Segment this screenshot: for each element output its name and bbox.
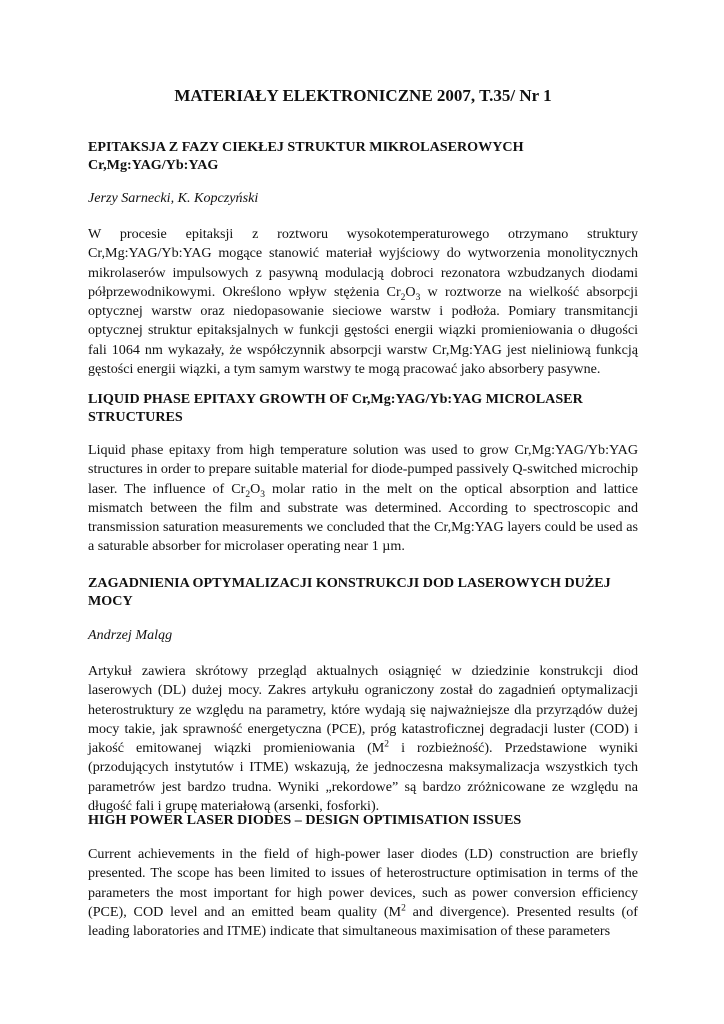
journal-header: MATERIAŁY ELEKTRONICZNE 2007, T.35/ Nr 1 (174, 86, 552, 105)
article1-abstract-pl: W procesie epitaksji z roztworu wysokotemperaturowego otrzymano struktury Cr,Mg:YAG/Yb:YAG mogące stanowić materiał wyjściowy do wytworzenia monolitycznych mikrolaserów impulsowych z pasywną modulacją dobroci rezonatora wzbudzanych diodami półprzewodnikowymi. Określono wpływ stężenia $Cr_2O_3$ w roztworze na wielkość absorpcji optycznej warstw oraz niedopasowanie sieciowe warstw i podłoża. Pomiary transmitancji optycznej struktur epitaksjalnych w funkcji gęstości energii wiązki promieniowania o długości fali 1064 nm wykazały, że współczynnik absorpcji warstw Cr,Mg:YAG jest nieliniową funkcją gęstości energii wiązki, a tym samym warstwy te mogą pracować jako absorbery pasywne. (88, 226, 638, 378)
article1-abstract-en: Liquid phase epitaxy from high temperature solution was used to grow Cr,Mg:YAG/Yb:YAG structures in order to prepare suitable material for diode-pumped passively Q-switched microchip laser. The influence of $Cr_2O_3$ molar ratio in the melt on the optical absorption and lattice mismatch between the film and substrate was determined. According to spectroscopic and transmission saturation measurements we concluded that the Cr,Mg:YAG layers could be used as a saturable absorber for microlaser operating near 1 µm. (88, 442, 638, 555)
article1-title-en: LIQUID PHASE EPITAXY GROWTH OF Cr,Mg:YAG/Yb:YAG MICROLASER STRUCTURES (88, 391, 583, 425)
article2-abstract-en: Current achievements in the field of high-power laser diodes (LD) construction are briefly presented. The scope has been limited to issues of heterostructure optimisation in terms of the parameters the most important for high power devices, such as power conversion efficiency (PCE), COD level and an emitted beam quality ($M^2$ and divergence). Presented results (of leading laboratories and ITME) indicate that simultaneous maximisation of these parameters (88, 846, 638, 940)
article2-title-en: HIGH POWER LASER DIODES – DESIGN OPTIMISATION ISSUES (88, 812, 522, 828)
article2-abstract-pl: Artykuł zawiera skrótowy przegląd aktualnych osiągnięć w dziedzinie konstrukcji diod laserowych (DL) dużej mocy. Zakres artykułu ograniczony został do zagadnień optymalizacji heterostruktury ze względu na parametry, które wydają się najważniejsze dla przyrządów dużej mocy takie, jak sprawność energetyczna (PCE), próg katastroficznej degradacji luster (COD) i jakość emitowanej wiązki promieniowania ($M^2$ i rozbieżność). Przedstawione wyniki (przodujących instytutów i ITME) wskazują, że jednoczesna maksymalizacja wszystkich tych parametrów jest bardzo trudna. Wyniki „rekordowe” są bardzo zróżnicowane ze względu na długość fali i grupę materiałową (arsenki, fosforki). (88, 663, 638, 815)
article2-title-pl: ZAGADNIENIA OPTYMALIZACJI KONSTRUKCJI DOD LASEROWYCH DUŻEJ MOCY (88, 575, 611, 609)
article1-title-pl: EPITAKSJA Z FAZY CIEKŁEJ STRUKTUR MIKROLASEROWYCH Cr,Mg:YAG/Yb:YAG (88, 139, 524, 173)
article1-authors: Jerzy Sarnecki, K. Kopczyński (88, 190, 259, 206)
article2-authors: Andrzej Maląg (88, 627, 173, 643)
